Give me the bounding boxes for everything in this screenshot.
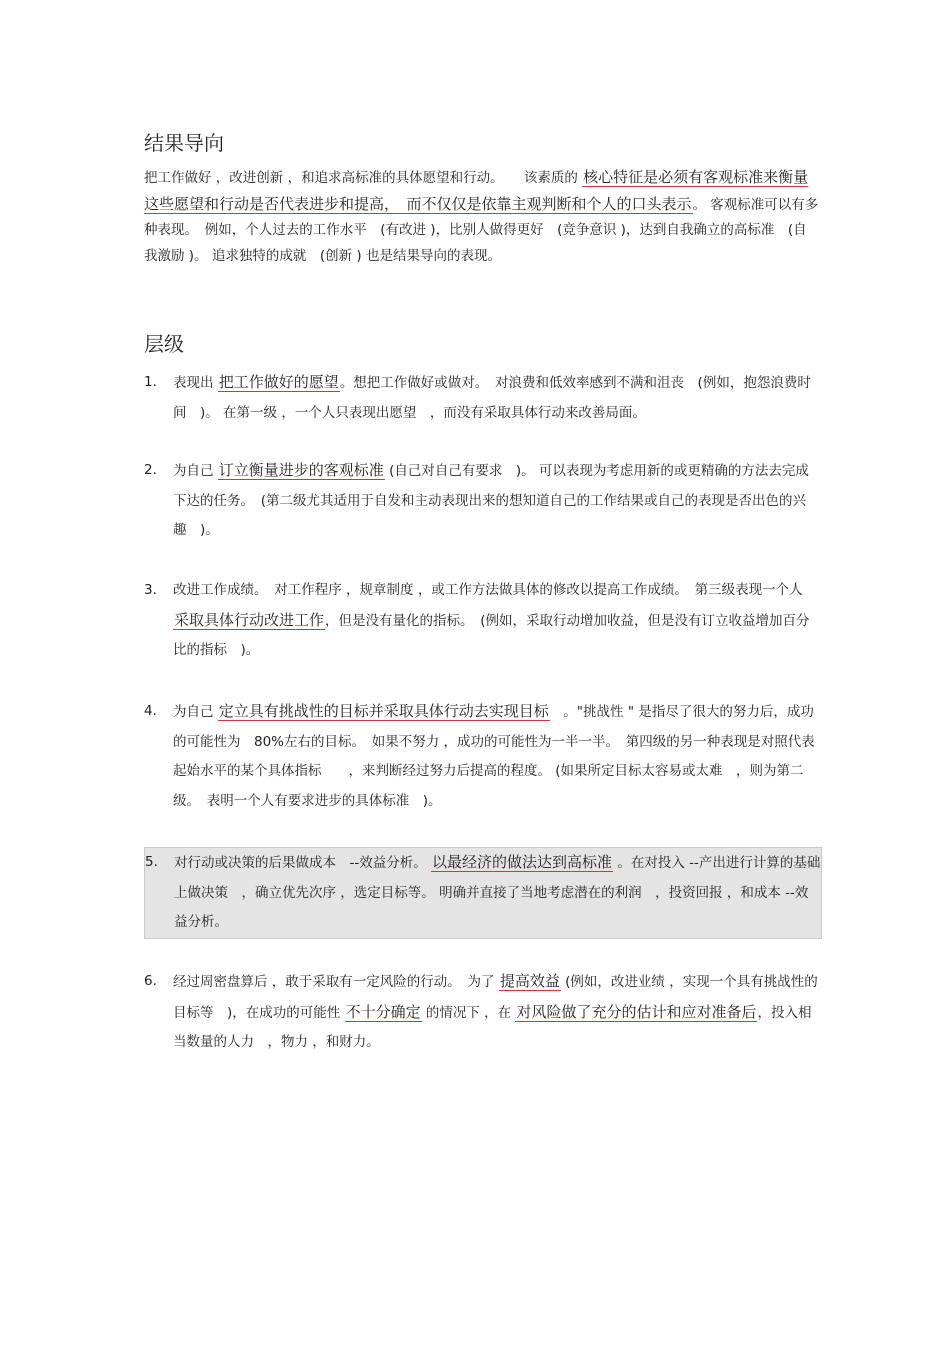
level-keyword: 采取具体行动改进工作	[174, 610, 325, 629]
level-text-cont: 。想把工作做好或做对。 对浪费和低效率感到不满和沮丧 (例如，抱怨浪费时间 )。 在第一级 ，一个人只表现出愿望 ，而没有采取具体行动来改善局面。	[173, 375, 811, 421]
level-text: 表现出	[173, 375, 218, 391]
level-text-cont: (例如，改进业绩 ，实现一个具有挑战性的目标等 )，在成功的可能性	[173, 974, 818, 1021]
level-item-3	[144, 576, 820, 666]
level-keyword: 提高效益	[499, 972, 560, 990]
level-item-1	[144, 368, 820, 428]
level-item-5	[144, 847, 822, 939]
level-item-4	[144, 697, 820, 816]
level-text-cont: ，但是没有量化的指标。 (例如，采取行动增加收益，但是没有订立收益增加百分比的指标 )。	[173, 612, 810, 658]
level-keyword-3: 对风险做了充分的估计和应对准备后	[516, 1002, 757, 1021]
level-text: 对行动或决策的后果做成本 --效益分析。	[174, 855, 432, 871]
section-title-levels: 层级	[144, 332, 184, 356]
definition-text: 把工作做好 ，改进创新 ，和追求高标准的具体愿望和行动。 该素质的	[144, 170, 583, 186]
level-text-cont: 。"挑战性 " 是指尽了很大的努力后，成功的可能性为 80%左右的目标。 如果不努力 ，成功的可能性为一半一半。 第四级的另一种表现是对照代表起始水平的某个具体指标 ，来判断经过努力后提高的程度。 (如果所定目标太容易或太难 ，则为第二级。 表明一个人有要求进步的具体标准 )。	[173, 704, 815, 809]
level-text-cont: (自己对自己有要求 )。 可以表现为考虑用新的或更精确的方法去完成下达的任务。 (第二级尤其适用于自发和主动表现出来的想知道自己的工作结果或自己的表现是否出色的兴趣 )。	[173, 463, 809, 538]
level-text: 为自己	[173, 463, 218, 479]
level-item-6	[144, 967, 820, 1058]
level-text: 为自己	[173, 704, 218, 720]
level-number: 5.	[145, 854, 158, 870]
level-item-2	[144, 456, 820, 546]
level-text: 改进工作成绩。 对工作程序 ，规章制度 ，或工作方法做具体的修改以提高工作成绩。 第三级表现一个人	[173, 582, 817, 598]
underlined-core-feature: 核心特征是必须有客观标准来衡量这些愿望和行动是否代表进步和提高， 而不仅仅是依靠主观判断和个人的口头表示	[144, 168, 809, 213]
definition-paragraph	[144, 165, 820, 269]
level-keyword: 把工作做好的愿望	[218, 373, 339, 391]
level-text-cont-3: ，投入相当数量的人力 ，物力 ，和财力。	[173, 1004, 812, 1050]
level-keyword: 订立衡量进步的客观标准	[218, 461, 384, 479]
level-keyword: 以最经济的做法达到高标准	[432, 853, 613, 871]
level-text-cont: 。在对投入 --产出进行计算的基础上做决策 ，确立优先次序 ，选定目标等。 明确并直接了当地考虑潜在的利润 ，投资回报 ，和成本 --效益分析。	[174, 855, 821, 930]
level-number: 2.	[144, 462, 157, 478]
level-text-cont-2: 的情况下 ，在	[421, 1004, 516, 1021]
level-text: 经过周密盘算后 ，敢于采取有一定风险的行动。 为了	[173, 974, 499, 990]
level-number: 6.	[144, 973, 157, 989]
level-number: 1.	[144, 374, 157, 390]
level-keyword: 定立具有挑战性的目标并采取具体行动去实现目标	[218, 702, 549, 720]
level-number: 4.	[144, 703, 157, 719]
level-number: 3.	[144, 582, 157, 598]
section-title-results-orientation: 结果导向	[144, 131, 224, 155]
level-keyword-2: 不十分确定	[345, 1002, 421, 1021]
definition-text-cont: 。 客观标准可以有多种表现。 例如，个人过去的工作水平 (有改进 )，比别人做得更好 (竞争意识 )，达到自我确立的高标准 (自我激励 )。 追求独特的成就 (创新 ) 也是结果导向的表现。	[144, 196, 819, 264]
